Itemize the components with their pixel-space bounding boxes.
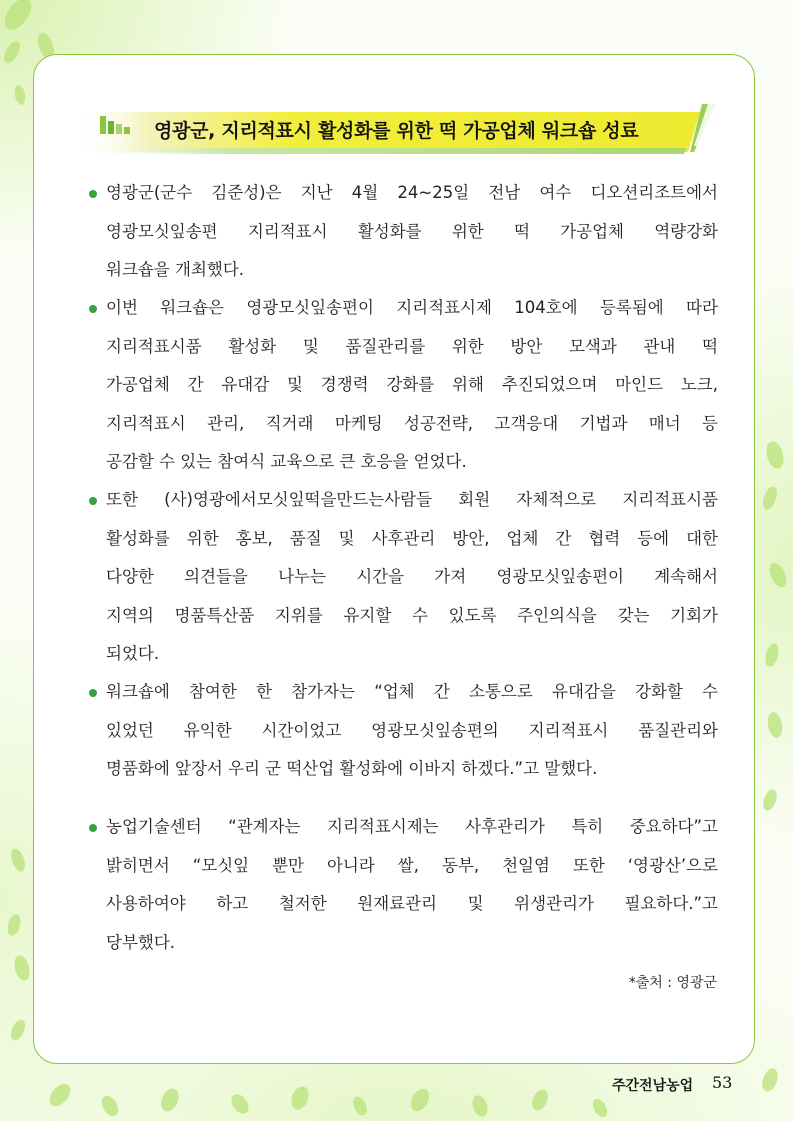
paragraph-line: 다양한 의견들을 나누는 시간을 가져 영광모싯잎송편이 계속해서 [106, 567, 718, 586]
paragraph-last-line: 당부했다. [106, 932, 176, 952]
paragraph-line: 지역의 명품특산품 지위를 유지할 수 있도록 주인의식을 갖는 기회가 [106, 605, 718, 625]
paragraph-line: 농업기술센터 “관계자는 지리적표시제는 사후관리가 특히 중요하다”고 [106, 817, 718, 836]
paragraph [106, 673, 718, 789]
paragraph-line: 밝히면서 “모싯잎 뿐만 아니라 쌀, 동부, 천일염 또한 ‘영광산’으로 [106, 855, 718, 875]
bullet-dot [89, 305, 97, 313]
bar-chart-icon [100, 116, 130, 136]
paragraph-line: 있었던 유익한 시간이었고 영광모싯잎송편의 지리적표시 품질관리와 [106, 720, 718, 740]
page-number: 53 [712, 1073, 733, 1092]
publication-name: 주간전남농업 [612, 1078, 694, 1094]
bullet-dot [89, 689, 97, 697]
title-banner [74, 100, 724, 156]
paragraph-last-line: 워크숍을 개최했다. [106, 260, 245, 279]
paragraph-line: 영광군(군수 김준성)은 지난 4월 24~25일 전남 여수 디오션리조트에서 [106, 183, 718, 202]
paragraph-line: 영광모싯잎송편 지리적표시 활성화를 위한 떡 가공업체 역량강화 [106, 221, 718, 241]
paragraph-line: 지리적표시품 활성화 및 품질관리를 위한 방안 모색과 관내 떡 [106, 336, 718, 356]
paragraph [106, 174, 718, 290]
paragraph-line: 또한 (사)영광에서모싯잎떡을만드는사람들 회원 자체적으로 지리적표시품 [106, 490, 718, 509]
paragraph-line: 가공업체 간 유대감 및 경쟁력 강화를 위해 추진되었으며 마인드 노크, [106, 375, 718, 394]
bullet-dot [89, 824, 97, 832]
paragraph-line: 지리적표시 관리, 직거래 마케팅 성공전략, 고객응대 기법과 매너 등 [106, 413, 718, 433]
paragraph-line: 이번 워크숍은 영광모싯잎송편이 지리적표시제 104호에 등록됨에 따라 [106, 298, 718, 317]
bullet-dot [89, 190, 97, 198]
paragraph-last-line: 공감할 수 있는 참여식 교육으로 큰 호응을 얻었다. [106, 452, 467, 471]
paragraph-last-line: 되었다. [106, 644, 160, 663]
paragraph-line: 활성화를 위한 홍보, 품질 및 사후관리 방안, 업체 간 협력 등에 대한 [106, 528, 718, 548]
source-credit: *출처 : 영광군 [628, 975, 717, 991]
paragraph-line: 사용하여야 하고 철저한 원재료관리 및 위생관리가 필요하다.”고 [106, 894, 718, 913]
paragraph-line: 워크숍에 참여한 한 참가자는 “업체 간 소통으로 유대감을 강화할 수 [106, 682, 718, 701]
paragraph-last-line: 명품화에 앞장서 우리 군 떡산업 활성화에 이바지 하겠다.”고 말했다. [106, 759, 598, 778]
paragraph [106, 289, 718, 482]
paragraph [106, 481, 718, 674]
paragraph [106, 808, 718, 962]
article-title: 영광군, 지리적표시 활성화를 위한 떡 가공업체 워크숍 성료 [154, 120, 639, 142]
bullet-dot [89, 497, 97, 505]
